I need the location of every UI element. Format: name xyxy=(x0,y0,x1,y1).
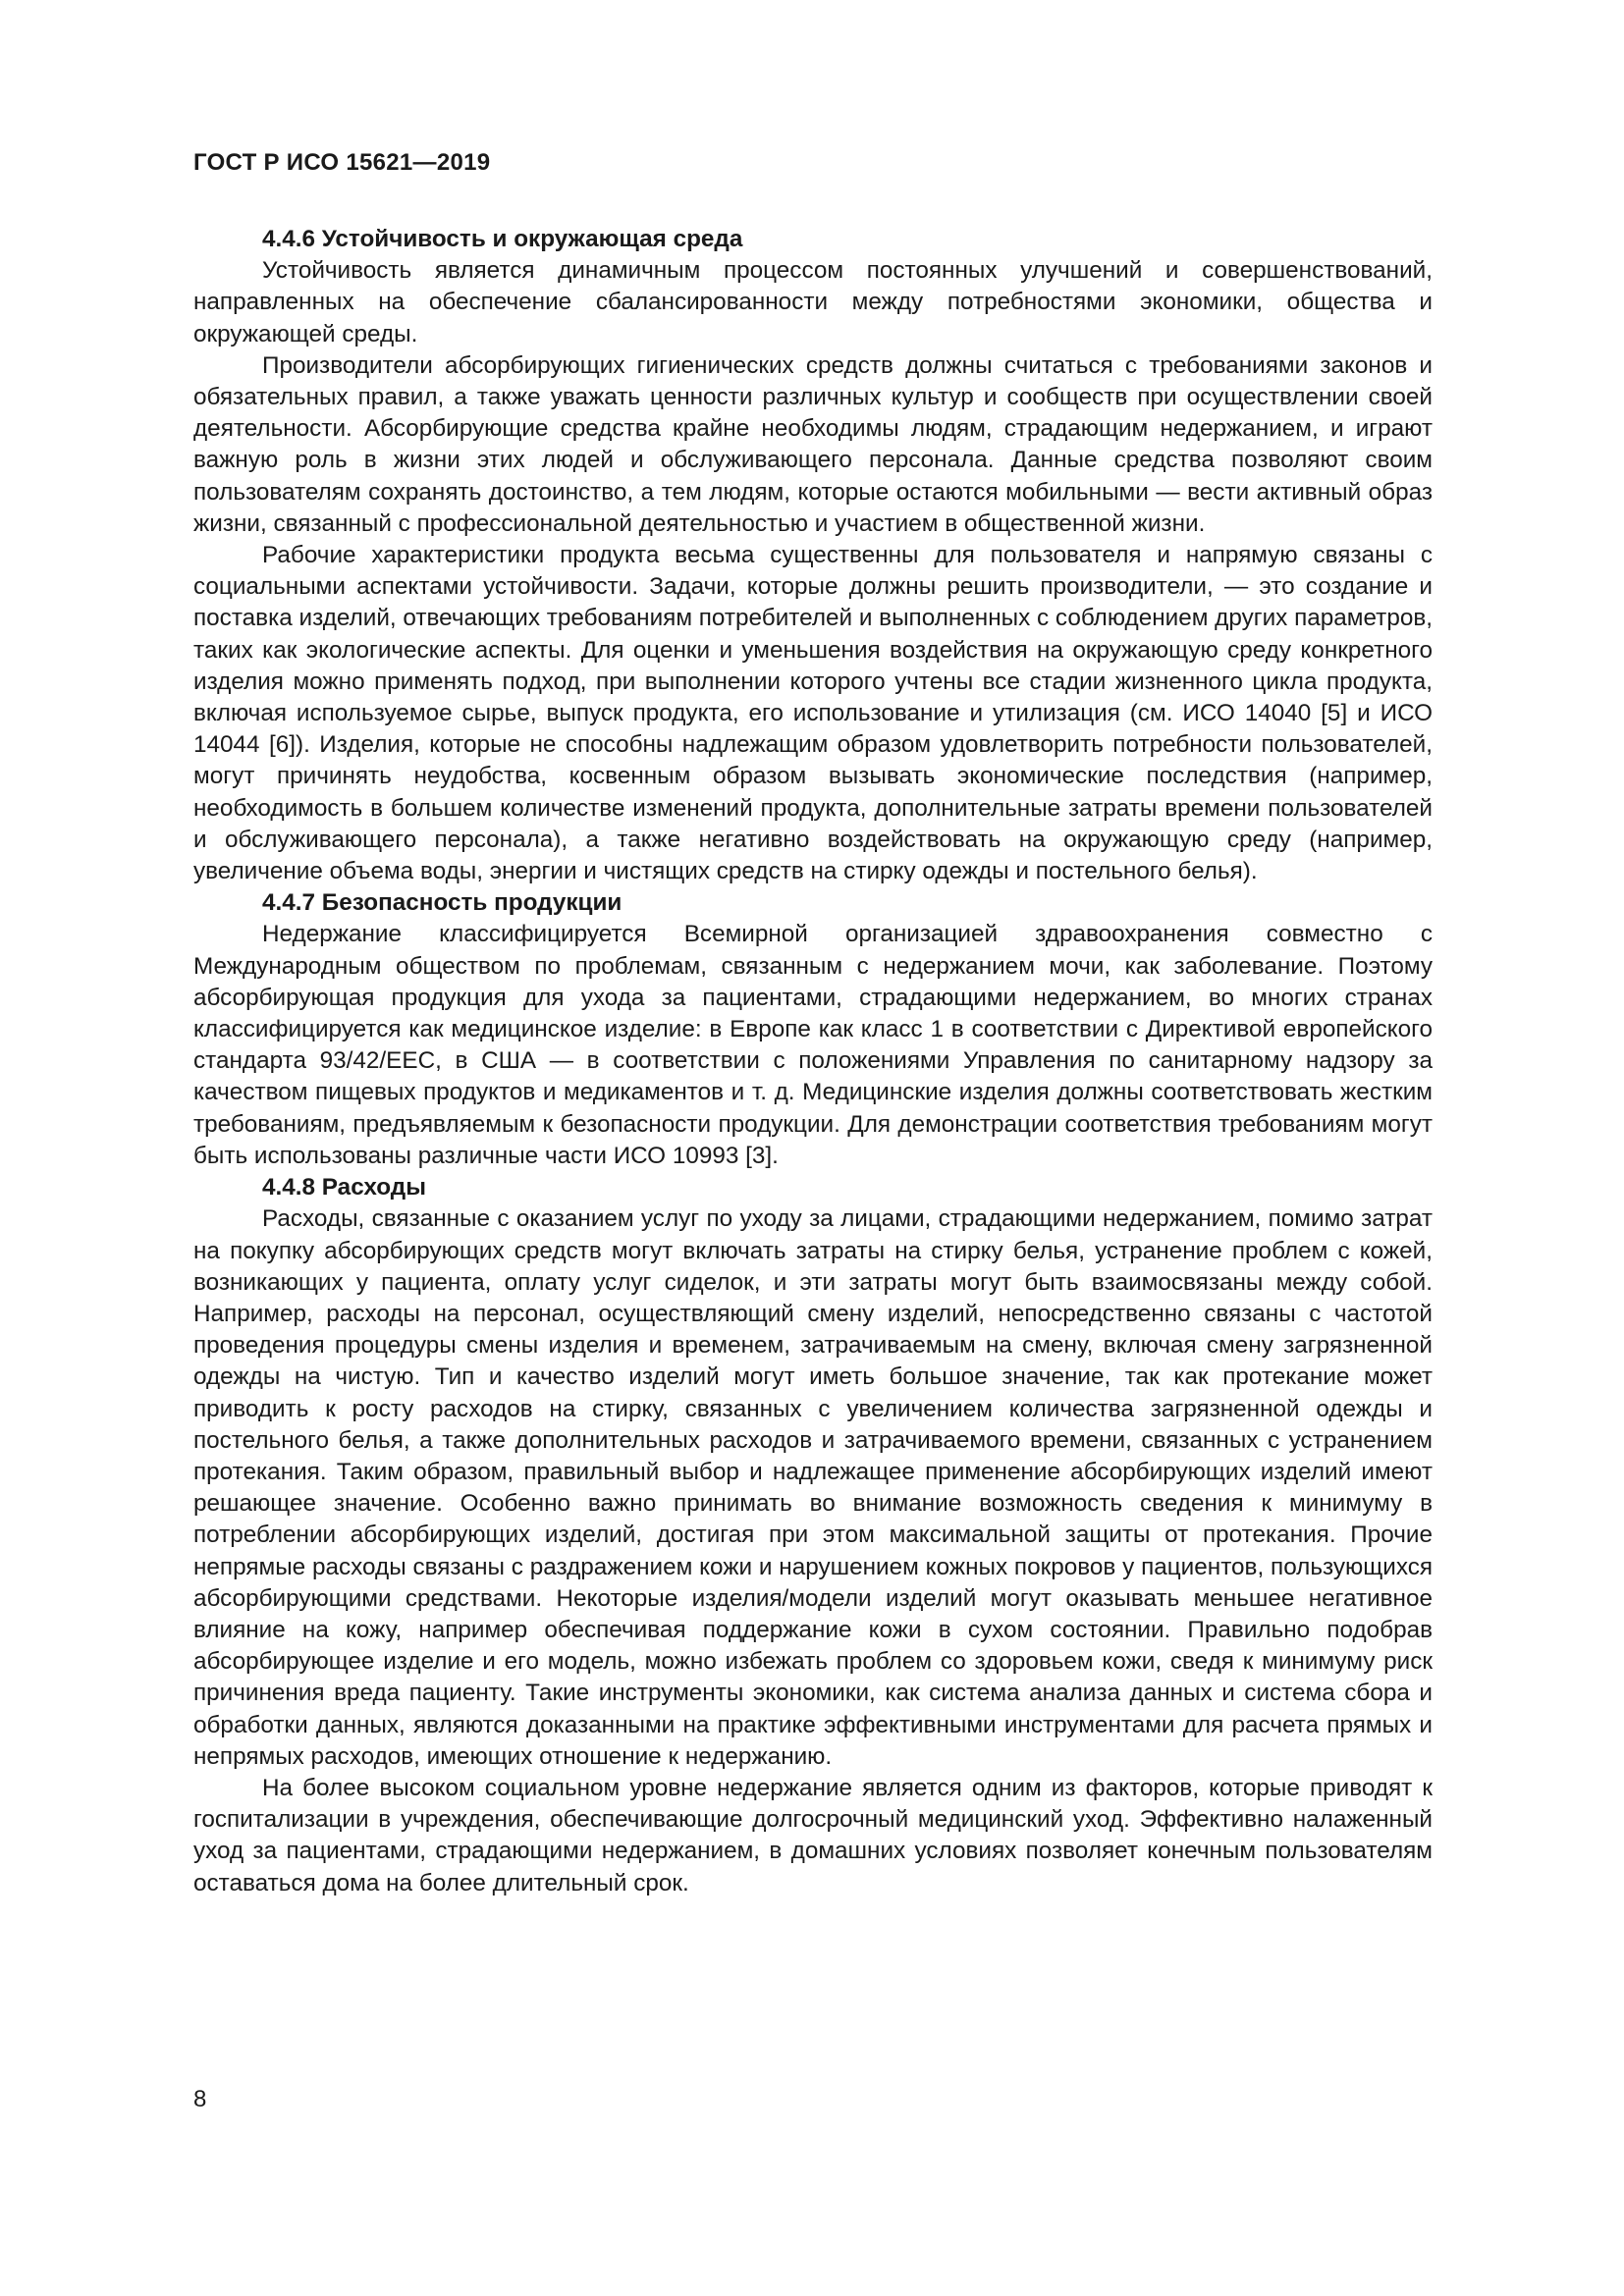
paragraph: Недержание классифицируется Всемирной организацией здравоохранения совместно с Международным обществом по проблемам, связанным с недержанием мочи, как заболевание. Поэтому абсорбирующая продукция для ухода за пациентами, страдающими недержанием, во многих странах классифицируется как медицинское изделие: в Европе как класс 1 в соответствии с Директивой европейского стандарта 93/42/EEC, в США — в соответствии с положениями Управления по санитарному надзору за качеством пищевых продуктов и медикаментов и т. д. Медицинские изделия должны соответствовать жестким требованиям, предъявляемым к безопасности продукции. Для демонстрации соответствия требованиям могут быть использованы различные части ИСО 10993 [3]. xyxy=(193,921,1433,1169)
section-heading-4-4-6: 4.4.6 Устойчивость и окружающая среда xyxy=(262,226,743,252)
paragraph: На более высоком социальном уровне недержание является одним из факторов, которые приводят к госпитализации в учреждения, обеспечивающие долгосрочный медицинский уход. Эффективно налаженный уход за пациентами, страдающими недержанием, в домашних условиях позволяет конечным пользователям оставаться дома на более длительный срок. xyxy=(193,1774,1433,1896)
page-number: 8 xyxy=(193,2086,207,2112)
paragraph: Расходы, связанные с оказанием услуг по уходу за лицами, страдающими недержанием, помимо затрат на покупку абсорбирующих средств могут включать затраты на стирку белья, устранение проблем с кожей, возникающих у пациента, оплату услуг сиделок, и эти затраты могут быть взаимосвязаны между собой. Например, расходы на персонал, осуществляющий смену изделий, непосредственно связаны с частотой проведения процедуры смены изделия и временем, затрачиваемым на смену, включая смену загрязненной одежды на чистую. Тип и качество изделий могут иметь большое значение, так как протекание может приводить к росту расходов на стирку, связанных с увеличением количества загрязненной одежды и постельного белья, а также дополнительных расходов и затрачиваемого времени, связанных с устранением протекания. Таким образом, правильный выбор и надлежащее применение абсорбирующих изделий имеют решающее значение. Особенно важно принимать во внимание возможность сведения к минимуму в потреблении абсорбирующих изделий, достигая при этом максимальной защиты от протекания. Прочие непрямые расходы связаны с раздражением кожи и нарушением кожных покровов у пациентов, пользующихся абсорбирующими средствами. Некоторые изделия/модели изделий могут оказывать меньшее негативное влияние на кожу, например обеспечивая поддержание кожи в сухом состоянии. Правильно подобрав абсорбирующее изделие и его модель, можно избежать проблем со здоровьем кожи, сведя к минимуму риск причинения вреда пациенту. Такие инструменты экономики, как система анализа данных и система сбора и обработки данных, являются доказанными на практике эффективными инструментами для расчета прямых и непрямых расходов, имеющих отношение к недержанию. xyxy=(193,1205,1433,1770)
section-heading-4-4-7: 4.4.7 Безопасность продукции xyxy=(262,889,623,917)
document-body xyxy=(193,224,1433,1899)
paragraph: Производители абсорбирующих гигиенических средств должны считаться с требованиями законов и обязательных правил, а также уважать ценности различных культур и сообществ при осуществлении своей деятельности. Абсорбирующие средства крайне необходимы людям, страдающим недержанием, и играют важную роль в жизни этих людей и обслуживающего персонала. Данные средства позволяют своим пользователям сохранять достоинство, а тем людям, которые остаются мобильными — вести активный образ жизни, связанный с профессиональной деятельностью и участием в общественной жизни. xyxy=(193,351,1433,537)
section-heading-4-4-8: 4.4.8 Расходы xyxy=(262,1174,426,1201)
paragraph: Устойчивость является динамичным процессом постоянных улучшений и совершенствований, направленных на обеспечение сбалансированности между потребностями экономики, общества и окружающей среды. xyxy=(193,257,1433,347)
standard-header: ГОСТ Р ИСО 15621—2019 xyxy=(193,149,491,176)
paragraph: Рабочие характеристики продукта весьма существенны для пользователя и напрямую связаны с социальными аспектами устойчивости. Задачи, которые должны решить производители, — это создание и поставка изделий, отвечающих требованиям потребителей и выполненных с соблюдением других параметров, таких как экологические аспекты. Для оценки и уменьшения воздействия на окружающую среду конкретного изделия можно применять подход, при выполнении которого учтены все стадии жизненного цикла продукта, включая используемое сырье, выпуск продукта, его использование и утилизация (см. ИСО 14040 [5] и ИСО 14044 [6]). Изделия, которые не способны надлежащим образом удовлетворить потребности пользователей, могут причинять неудобства, косвенным образом вызывать экономические последствия (например, необходимость в большем количестве изменений продукта, дополнительные затраты времени пользователей и обслуживающего персонала), а также негативно воздействовать на окружающую среду (например, увеличение объема воды, энергии и чистящих средств на стирку одежды и постельного белья). xyxy=(193,542,1433,885)
